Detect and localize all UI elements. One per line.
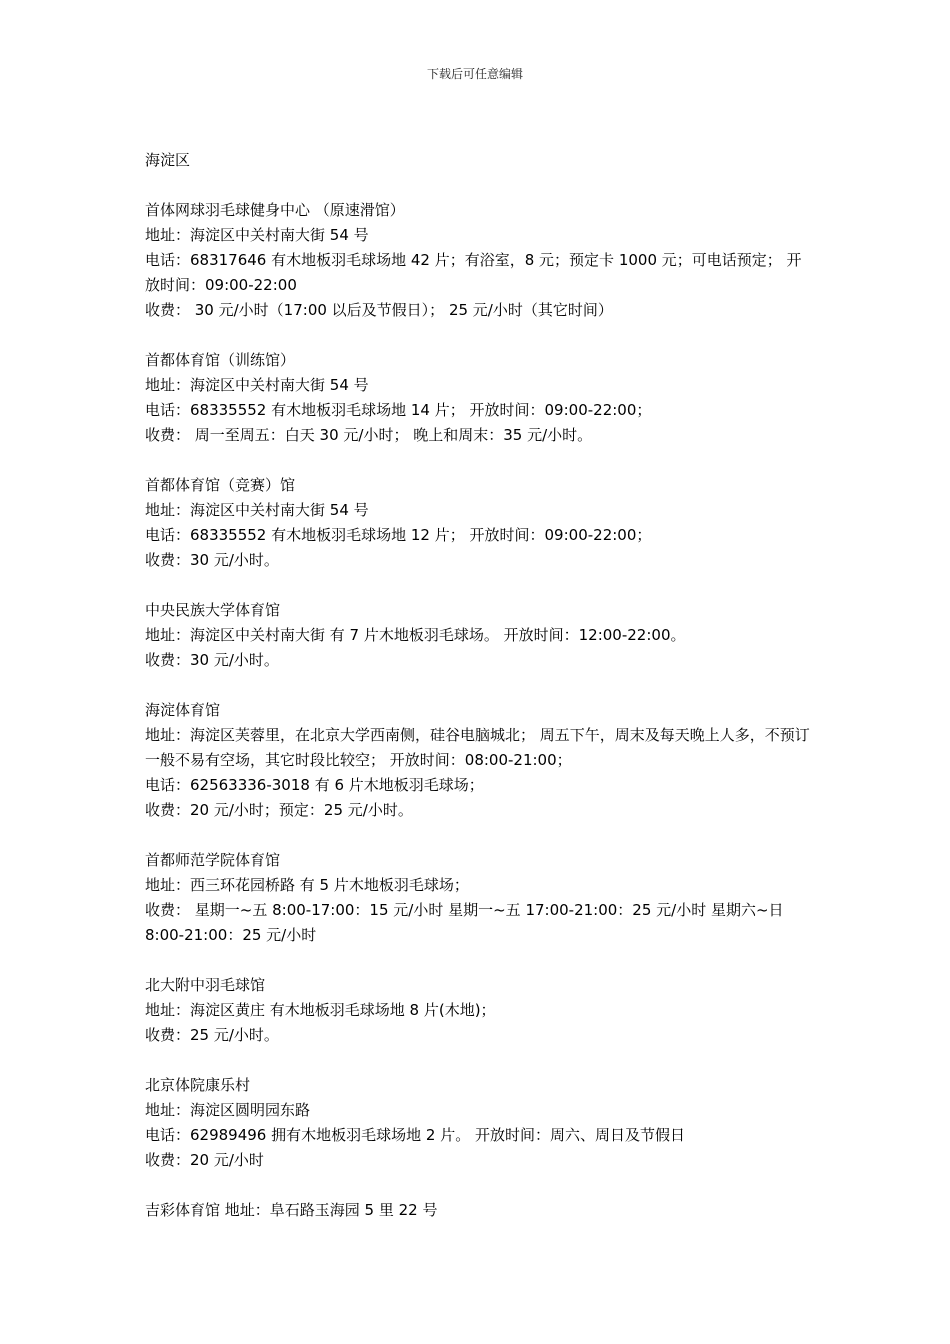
venue-fee: 收费：20 元/小时；预定：25 元/小时。 [145, 801, 413, 819]
venue-name: 首体网球羽毛球健身中心 （原速滑馆） [145, 201, 405, 219]
venue-phone: 电话：68317646 有木地板羽毛球场地 42 片；有浴室，8 元；预定卡 1000 元；可电话预定； 开放时间：09:00-22:00 [145, 251, 802, 294]
venue-name: 首都体育馆（训练馆） [145, 351, 296, 369]
document-body [145, 148, 810, 1223]
venue-name: 首都体育馆（竞赛）馆 [145, 476, 296, 494]
page-header: 下载后可任意编辑 [426, 67, 523, 81]
venue-block [145, 698, 810, 823]
venue-phone: 电话：62563336-3018 有 6 片木地板羽毛球场； [145, 776, 484, 794]
venue-name: 北大附中羽毛球馆 [145, 976, 266, 994]
venue-fee: 收费： 周一至周五：白天 30 元/小时； 晚上和周末：35 元/小时。 [145, 426, 593, 444]
venue-block [145, 348, 810, 448]
venue-address: 地址：海淀区中关村南大街 54 号 [145, 376, 369, 394]
venue-address: 地址：海淀区中关村南大街 54 号 [145, 226, 369, 244]
venue-name: 北京体院康乐村 [145, 1076, 251, 1094]
venue-name: 吉彩体育馆 地址：阜石路玉海园 5 里 22 号 [145, 1201, 438, 1219]
venue-address: 地址：西三环花园桥路 有 5 片木地板羽毛球场； [145, 876, 469, 894]
district-heading: 海淀区 [145, 151, 191, 169]
venue-address: 地址：海淀区中关村南大街 54 号 [145, 501, 369, 519]
venue-address: 地址：海淀区黄庄 有木地板羽毛球场地 8 片(木地)； [145, 1001, 496, 1019]
venue-block [145, 198, 810, 323]
venue-address: 地址：海淀区圆明园东路 [145, 1101, 311, 1119]
venue-fee: 收费：20 元/小时 [145, 1151, 264, 1169]
venue-fee: 收费：30 元/小时。 [145, 551, 279, 569]
venue-fee: 收费： 星期一~五 8:00-17:00：15 元/小时 星期一~五 17:00-21:00：25 元/小时 星期六~日 8:00-21:00：25 元/小时 [145, 901, 784, 944]
venue-name: 海淀体育馆 [145, 701, 221, 719]
venue-address: 地址：海淀区中关村南大街 有 7 片木地板羽毛球场。 开放时间：12:00-22:00。 [145, 626, 686, 644]
venue-phone: 电话：68335552 有木地板羽毛球场地 14 片； 开放时间：09:00-22:00； [145, 401, 652, 419]
venue-fee: 收费：25 元/小时。 [145, 1026, 279, 1044]
venue-phone: 电话：68335552 有木地板羽毛球场地 12 片； 开放时间：09:00-22:00； [145, 526, 652, 544]
venue-block [145, 973, 810, 1048]
venue-block [145, 1198, 810, 1223]
venue-name: 中央民族大学体育馆 [145, 601, 281, 619]
venue-block [145, 598, 810, 673]
venue-block [145, 1073, 810, 1173]
venue-phone: 电话：62989496 拥有木地板羽毛球场地 2 片。 开放时间：周六、周日及节假日 [145, 1126, 685, 1144]
venue-fee: 收费：30 元/小时。 [145, 651, 279, 669]
venue-name: 首都师范学院体育馆 [145, 851, 281, 869]
venue-fee: 收费： 30 元/小时（17:00 以后及节假日）； 25 元/小时（其它时间） [145, 301, 613, 319]
venue-block [145, 848, 810, 948]
venue-address: 地址：海淀区芙蓉里，在北京大学西南侧，硅谷电脑城北； 周五下午，周末及每天晚上人多，不预订一般不易有空场，其它时段比较空； 开放时间：08:00-21:00； [145, 726, 810, 769]
venue-block [145, 473, 810, 573]
